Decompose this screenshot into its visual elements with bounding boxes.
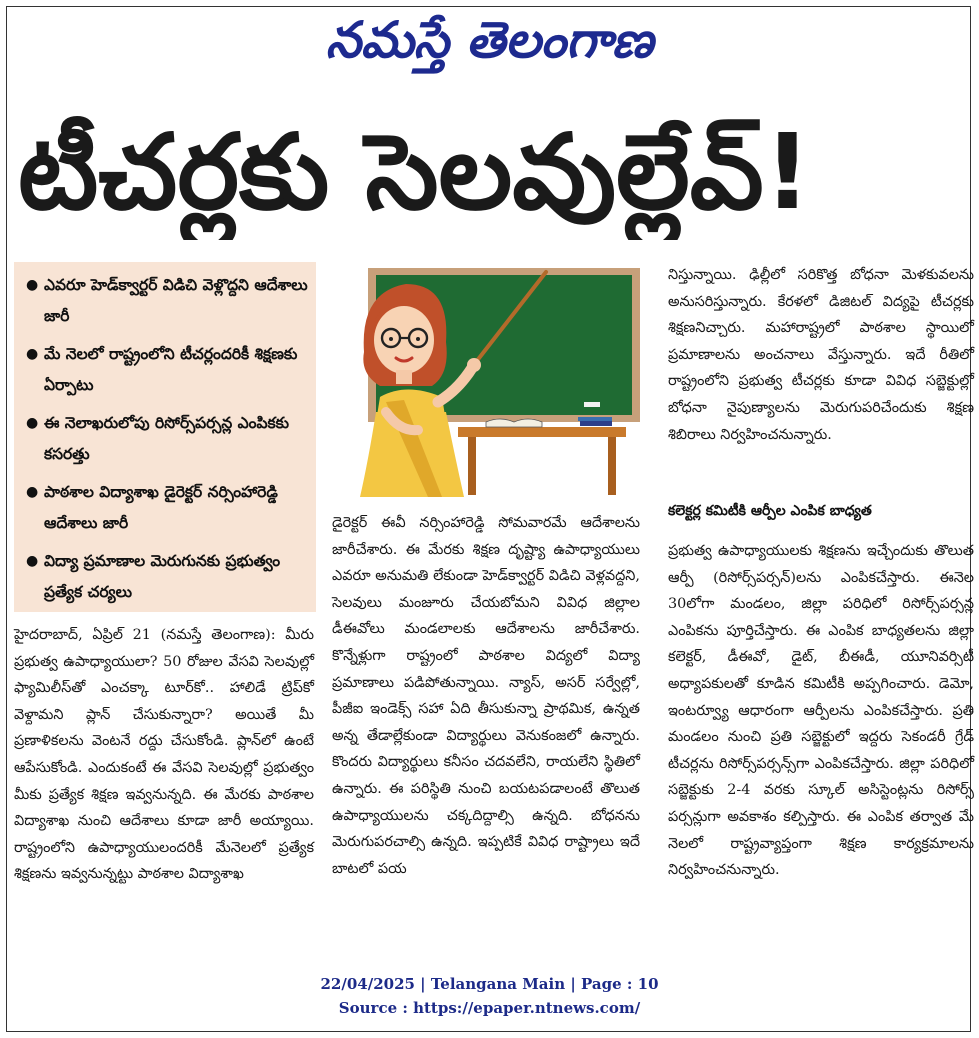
article-subheading: కలెక్టర్ల కమిటీకి ఆర్పీల ఎంపిక బాధ్యత xyxy=(668,503,872,519)
bullet-icon: ● xyxy=(26,553,39,569)
newspaper-masthead: నమస్తే తెలంగాణ xyxy=(325,10,654,69)
page-footer xyxy=(0,972,979,1020)
footer-date-line: 22/04/2025 | Telangana Main | Page : 10 xyxy=(320,975,659,993)
article-column-2 xyxy=(332,510,640,882)
highlight-item xyxy=(26,408,308,470)
highlight-item xyxy=(26,270,308,332)
article-paragraph: డైరెక్టర్ ఈవీ నర్సింహారెడ్డి సోమవారమే ఆదేశాలను జారీచేశారు. ఈ మేరకు శిక్షణ దృష్ట్యా ఉపాధ్యాయులు ఎవరూ అనుమతి లేకుండా హెడ్‌క్వార్టర్ విడిచి వెళ్లవద్దని, సెలవులు మంజూరు చేయబోమని వివిధ జిల్లాల డీఈవోలు మండలాలకు ఆదేశాలను జారీచేశారు. కొన్నేళ్లుగా రాష్ట్రంలో పాఠశాల విద్యలో విద్యా ప్రమాణాలు పడిపోతున్నాయి. న్యాస్, అసర్ సర్వేల్లో, పీజీఐ ఇండెక్స్ సహా ఏది తీసుకున్నా ప్రాథమిక, ఉన్నత అన్న తేడాల్లేకుండా విద్యార్థులు వెనుకంజలో ఉన్నారు. కొందరు విద్యార్థులు కనీసం చదవలేని, రాయలేని స్థితిలో ఉన్నారు. ఈ పరిస్థితి నుంచి బయటపడాలంటే తొలుత ఉపాధ్యాయులను చక్కదిద్దాల్సి ఉన్నది. బోధనను మెరుగుపరచాల్సి ఉన్నది. ఇప్పటికే వివిధ రాష్ట్రాలు ఇదే బాటలో పయ xyxy=(332,515,640,877)
article-column-3-bottom xyxy=(668,538,974,884)
highlight-item xyxy=(26,477,308,539)
page-headline: టీచర్లకు సెలవుల్లేవ్! xyxy=(18,111,812,233)
article-paragraph: ప్రభుత్వ ఉపాధ్యాయులకు శిక్షణను ఇచ్చేందుకు తొలుత ఆర్పీ (రిసోర్స్‌పర్సన్)లను ఎంపికచేస్తారు. ఈనెల 30లోగా మండలం, జిల్లా పరిధిలో రిసోర్స్‌పర్సన్ల ఎంపికను పూర్తిచేస్తారు. ఈ ఎంపిక బాధ్యతలను జిల్లా కలెక్టర్, డీఈవో, డైట్, బీఈడీ, యూనివర్సిటీ అధ్యాపకులతో కూడిన కమిటీకి అప్పగించారు. డెమో, ఇంటర్వ్యూ ఆధారంగా ఆర్పీలను ఎంపికచేస్తారు. ప్రతి మండలం నుంచి ప్రతి సబ్జెక్టులో ఇద్దరు సెకండరీ గ్రేడ్ టీచర్లను రిసోర్స్‌పర్సన్స్‌గా ఎంపికచేస్తారు. జిల్లా పరిధిలో సబ్జెక్టుకు 2-4 వరకు స్కూల్ అసిస్టెంట్లను రిసోర్స్ పర్సన్లుగా అవకాశం కల్పిస్తారు. ఈ ఎంపిక తర్వాత మే నెలలో రాష్ట్రవ్యాప్తంగా శిక్షణ కార్యక్రమాలను నిర్వహించనున్నారు. xyxy=(668,543,974,879)
article-paragraph: నిస్తున్నాయి. ఢిల్లీలో సరికొత్త బోధనా మెళకువలను అనుసరిస్తున్నారు. కేరళలో డిజిటల్ విద్యపై టీచర్లకు శిక్షణనిచ్చారు. మహారాష్ట్రలో పాఠశాల స్థాయిలో ప్రమాణాలను అంచనాలు వేస్తున్నారు. ఇదే రీతిలో రాష్ట్రంలోని ప్రభుత్వ టీచర్లకు కూడా వివిధ సబ్జెక్టుల్లో బోధనా నైపుణ్యాలను మెరుగుపరిచేందుకు శిక్షణ శిబిరాలు నిర్వహించనున్నారు. xyxy=(668,267,974,443)
bullet-icon: ● xyxy=(26,415,39,431)
highlight-text: ఎవరూ హెడ్‌క్వార్టర్ విడిచి వెళ్లొద్దని ఆదేశాలు జారీ xyxy=(44,276,308,325)
bullet-icon: ● xyxy=(26,277,39,293)
highlights-box xyxy=(14,262,316,612)
highlight-item xyxy=(26,546,308,608)
table-top xyxy=(458,427,626,437)
highlight-text: ఈ నెలాఖరులోపు రిసోర్స్‌పర్సన్ల ఎంపికకు కసరత్తు xyxy=(44,414,290,463)
highlight-item xyxy=(26,339,308,401)
article-column-3-top xyxy=(668,262,974,448)
teacher-illustration xyxy=(346,262,642,497)
highlight-text: విద్యా ప్రమాణాల మెరుగునకు ప్రభుత్వం ప్రత్యేక చర్యలు xyxy=(44,552,281,601)
highlight-text: మే నెలలో రాష్ట్రంలోని టీచర్లందరికీ శిక్షణకు ఏర్పాటు xyxy=(44,345,298,394)
bullet-icon: ● xyxy=(26,346,39,362)
article-paragraph: హైదరాబాద్, ఏప్రిల్ 21 (నమస్తే తెలంగాణ): మీరు ప్రభుత్వ ఉపాధ్యాయులా? 50 రోజుల వేసవి సెలవుల్లో ఫ్యామిలీస్‌తో ఎంచక్కా టూర్‌కో.. హాలిడే ట్రిప్‌కో వెళ్దామని ప్లాన్ చేసుకున్నారా? అయితే మీ ప్రణాళికలను వెంటనే రద్దు చేసుకోండి. ప్లాన్‌లో ఉంటే ఆపేసుకోండి. ఎందుకంటే ఈ వేసవి సెలవుల్లో ప్రభుత్వం మీకు ప్రత్యేక శిక్షణ ఇవ్వనున్నది. ఈ మేరకు పాఠశాల విద్యాశాఖ నుంచి ఆదేశాలు కూడా జారీ అయ్యాయి. రాష్ట్రంలోని ఉపాధ్యాయులందరికీ మేనెలలో ప్రత్యేక శిక్షణను ఇవ్వనున్నట్టు పాఠశాల విద్యాశాఖ xyxy=(14,627,314,883)
highlight-text: పాఠశాల విద్యాశాఖ డైరెక్టర్ నర్సింహారెడ్డి ఆదేశాలు జారీ xyxy=(44,483,278,532)
footer-source-line: Source : https://epaper.ntnews.com/ xyxy=(338,999,641,1017)
bullet-icon: ● xyxy=(26,484,39,500)
article-column-1 xyxy=(14,622,314,888)
